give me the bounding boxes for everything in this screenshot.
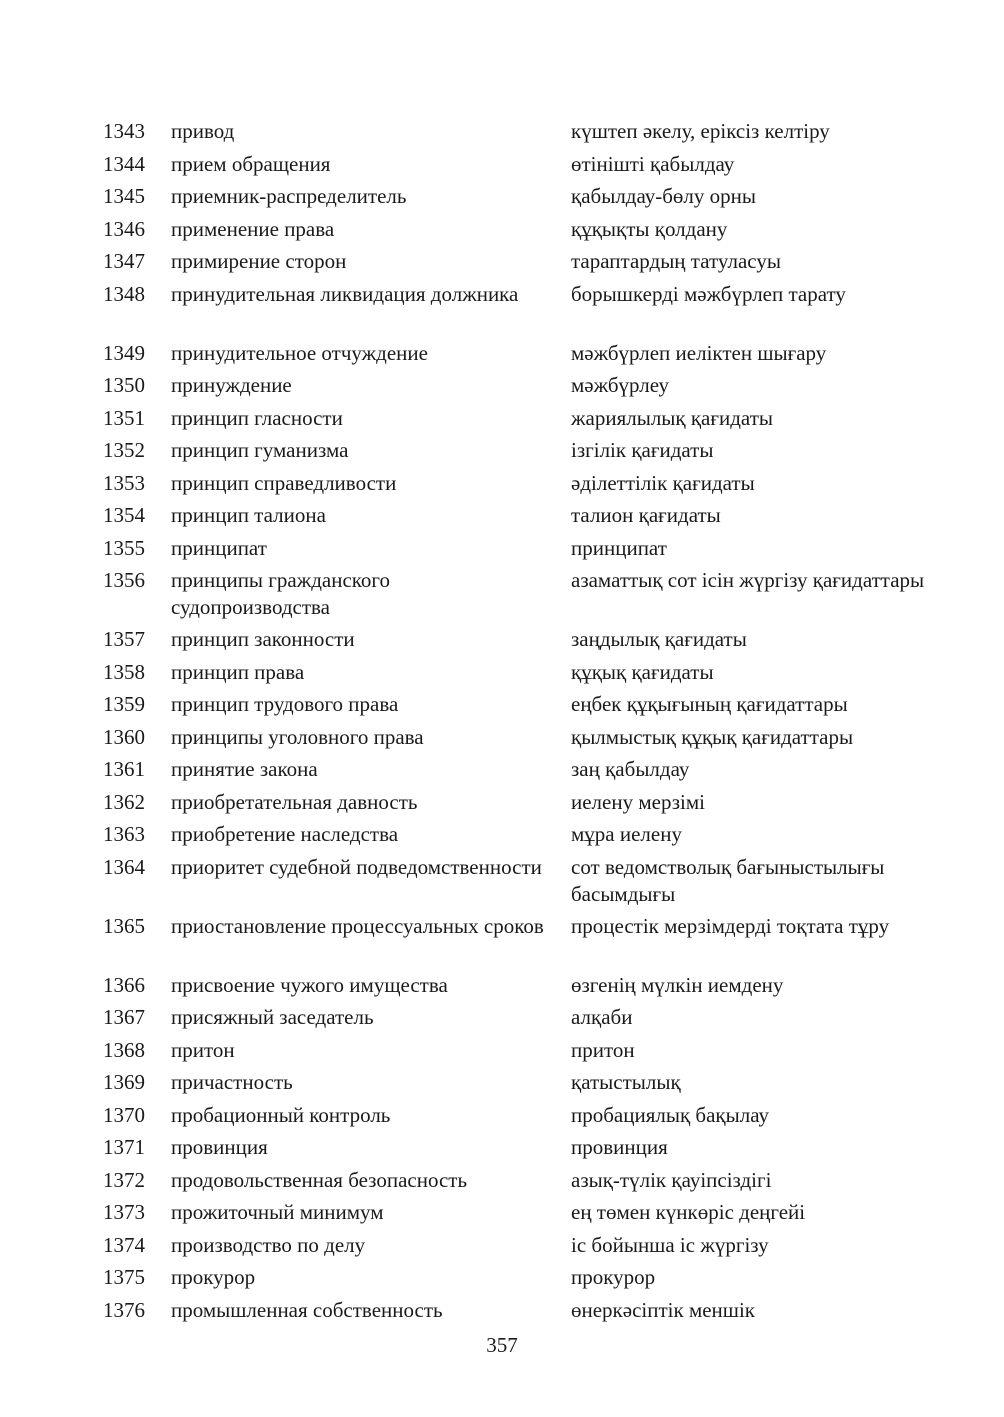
kazakh-term: прокурор xyxy=(571,1265,656,1289)
kazakh-term: мәжбүрлеу xyxy=(571,373,670,397)
russian-term: причастность xyxy=(171,1070,293,1094)
entry-number: 1358 xyxy=(103,659,145,684)
russian-term: прокурор xyxy=(171,1265,256,1289)
russian-term: присяжный заседатель xyxy=(171,1005,374,1029)
entry-number: 1363 xyxy=(103,822,145,846)
entry-number: 1357 xyxy=(103,627,145,651)
glossary-entry xyxy=(0,691,1004,724)
entry-number: 1369 xyxy=(103,1070,145,1094)
glossary-entry xyxy=(0,756,1004,789)
glossary-entry xyxy=(0,470,1004,503)
kazakh-term: заңдылық қағидаты xyxy=(571,627,747,651)
glossary-entry xyxy=(0,1102,1004,1135)
entry-number: 1359 xyxy=(103,692,145,716)
russian-term: промышленная собственность xyxy=(171,1297,443,1322)
russian-term: принципы уголовного права xyxy=(171,724,424,749)
glossary-entry xyxy=(0,659,1004,692)
entry-number: 1365 xyxy=(103,913,145,938)
russian-term: производство по делу xyxy=(171,1232,366,1257)
russian-term: применение права xyxy=(171,216,335,241)
russian-term: примирение сторон xyxy=(171,249,347,273)
kazakh-term: сот ведомстволық бағыныстылығы басымдығы xyxy=(571,854,885,906)
kazakh-term: ізгілік қағидаты xyxy=(571,438,714,462)
russian-term: принципы гражданского судопроизводства xyxy=(171,568,391,619)
entry-number: 1367 xyxy=(103,1005,145,1029)
entry-number: 1350 xyxy=(103,373,145,397)
glossary-entry xyxy=(0,248,1004,281)
russian-term: присвоение чужого имущества xyxy=(171,972,448,997)
glossary-entry xyxy=(0,821,1004,854)
entry-number: 1346 xyxy=(103,216,145,241)
glossary-entry xyxy=(0,1069,1004,1102)
kazakh-term: заң қабылдау xyxy=(571,757,690,781)
russian-term: продовольственная безопасность xyxy=(171,1167,468,1192)
glossary-entry xyxy=(0,405,1004,438)
glossary-entry xyxy=(0,972,1004,1005)
entry-number: 1366 xyxy=(103,972,145,997)
glossary-entry xyxy=(0,502,1004,535)
kazakh-term: өнеркәсіптік меншік xyxy=(571,1297,755,1322)
kazakh-term: пробациялық бақылау xyxy=(571,1102,769,1127)
entry-number: 1368 xyxy=(103,1037,145,1062)
russian-term: приемник-распределитель xyxy=(171,184,407,208)
russian-term: принцип талиона xyxy=(171,503,326,527)
russian-term: принудительное отчуждение xyxy=(171,340,428,365)
kazakh-term: қабылдау-бөлу орны xyxy=(571,184,756,208)
glossary-entry xyxy=(0,1264,1004,1297)
kazakh-term: талион қағидаты xyxy=(571,503,721,527)
russian-term: принцип справедливости xyxy=(171,470,397,495)
glossary-entry xyxy=(0,1037,1004,1070)
russian-term: приостановление процессуальных сроков xyxy=(171,913,544,938)
glossary-list xyxy=(0,118,1004,1329)
glossary-entry xyxy=(0,1004,1004,1037)
russian-term: приобретение наследства xyxy=(171,822,399,846)
glossary-entry xyxy=(0,151,1004,184)
kazakh-term: азық-түлік қауіпсіздігі xyxy=(571,1167,772,1192)
entry-number: 1370 xyxy=(103,1102,145,1127)
glossary-entry xyxy=(0,1297,1004,1330)
kazakh-term: провинция xyxy=(571,1135,668,1159)
russian-term: принцип трудового права xyxy=(171,692,399,716)
glossary-entry xyxy=(0,118,1004,151)
entry-number: 1353 xyxy=(103,470,145,495)
russian-term: прием обращения xyxy=(171,151,331,176)
glossary-entry xyxy=(0,724,1004,757)
russian-term: привод xyxy=(171,119,235,143)
glossary-entry xyxy=(0,340,1004,373)
kazakh-term: притон xyxy=(571,1037,635,1062)
entry-number: 1372 xyxy=(103,1167,145,1192)
entry-number: 1360 xyxy=(103,724,145,749)
glossary-entry xyxy=(0,913,1004,972)
kazakh-term: ең төмен күнкөріс деңгейі xyxy=(571,1200,806,1224)
kazakh-term: өтінішті қабылдау xyxy=(571,151,735,176)
entry-number: 1354 xyxy=(103,503,145,527)
russian-term: прожиточный минимум xyxy=(171,1200,384,1224)
kazakh-term: борышкерді мәжбүрлеп тарату xyxy=(571,281,846,306)
glossary-entry xyxy=(0,1167,1004,1200)
russian-term: приобретательная давность xyxy=(171,789,418,814)
entry-number: 1355 xyxy=(103,535,145,560)
kazakh-term: мәжбүрлеп иеліктен шығару xyxy=(571,340,827,365)
kazakh-term: еңбек құқығының қағидаттары xyxy=(571,692,848,716)
kazakh-term: күштеп әкелу, еріксіз келтіру xyxy=(571,119,830,143)
glossary-entry xyxy=(0,626,1004,659)
entry-number: 1375 xyxy=(103,1265,145,1289)
kazakh-term: тараптардың татуласуы xyxy=(571,249,781,273)
glossary-entry xyxy=(0,789,1004,822)
glossary-entry xyxy=(0,281,1004,340)
kazakh-term: өзгенің мүлкін иемдену xyxy=(571,972,784,997)
kazakh-term: мұра иелену xyxy=(571,822,682,846)
entry-number: 1361 xyxy=(103,757,145,781)
entry-number: 1374 xyxy=(103,1232,145,1257)
entry-number: 1376 xyxy=(103,1297,145,1322)
glossary-entry xyxy=(0,854,1004,913)
entry-number: 1351 xyxy=(103,405,145,430)
entry-number: 1362 xyxy=(103,789,145,814)
glossary-entry xyxy=(0,535,1004,568)
russian-term: принципат xyxy=(171,535,267,560)
russian-term: приоритет судебной подведомственности xyxy=(171,854,542,879)
kazakh-term: қатыстылық xyxy=(571,1070,681,1094)
page-number: 357 xyxy=(486,1333,518,1357)
entry-number: 1347 xyxy=(103,249,145,273)
russian-term: принуждение xyxy=(171,373,292,397)
glossary-entry xyxy=(0,567,1004,626)
russian-term: принцип гласности xyxy=(171,405,343,430)
glossary-entry xyxy=(0,1232,1004,1265)
kazakh-term: иелену мерзімі xyxy=(571,789,705,814)
entry-number: 1343 xyxy=(103,119,145,143)
kazakh-term: процестік мерзімдерді тоқтата тұру xyxy=(571,913,890,938)
entry-number: 1345 xyxy=(103,184,145,208)
glossary-entry xyxy=(0,372,1004,405)
russian-term: принцип гуманизма xyxy=(171,438,349,462)
kazakh-term: жариялылық қағидаты xyxy=(571,405,773,430)
russian-term: притон xyxy=(171,1037,235,1062)
entry-number: 1348 xyxy=(103,281,145,306)
entry-number: 1371 xyxy=(103,1135,145,1159)
entry-number: 1344 xyxy=(103,151,145,176)
russian-term: принудительная ликвидация должника xyxy=(171,281,519,306)
russian-term: провинция xyxy=(171,1135,268,1159)
entry-number: 1364 xyxy=(103,854,145,879)
entry-number: 1356 xyxy=(103,568,145,592)
entry-number: 1349 xyxy=(103,340,145,365)
entry-number: 1373 xyxy=(103,1200,145,1224)
glossary-entry xyxy=(0,1199,1004,1232)
russian-term: пробационный контроль xyxy=(171,1102,391,1127)
kazakh-term: құқықты қолдану xyxy=(571,216,728,241)
glossary-entry xyxy=(0,216,1004,249)
kazakh-term: қылмыстық құқық қағидаттары xyxy=(571,724,854,749)
glossary-entry xyxy=(0,1134,1004,1167)
russian-term: принятие закона xyxy=(171,757,318,781)
entry-number: 1352 xyxy=(103,438,145,462)
kazakh-term: іс бойынша іс жүргізу xyxy=(571,1232,769,1257)
glossary-entry xyxy=(0,437,1004,470)
russian-term: принцип права xyxy=(171,659,305,684)
russian-term: принцип законности xyxy=(171,627,355,651)
kazakh-term: принципат xyxy=(571,535,667,560)
glossary-entry xyxy=(0,183,1004,216)
kazakh-term: азаматтық сот ісін жүргізу қағидаттары xyxy=(571,568,925,592)
kazakh-term: алқаби xyxy=(571,1005,633,1029)
kazakh-term: құқық қағидаты xyxy=(571,659,714,684)
kazakh-term: әділеттілік қағидаты xyxy=(571,470,755,495)
